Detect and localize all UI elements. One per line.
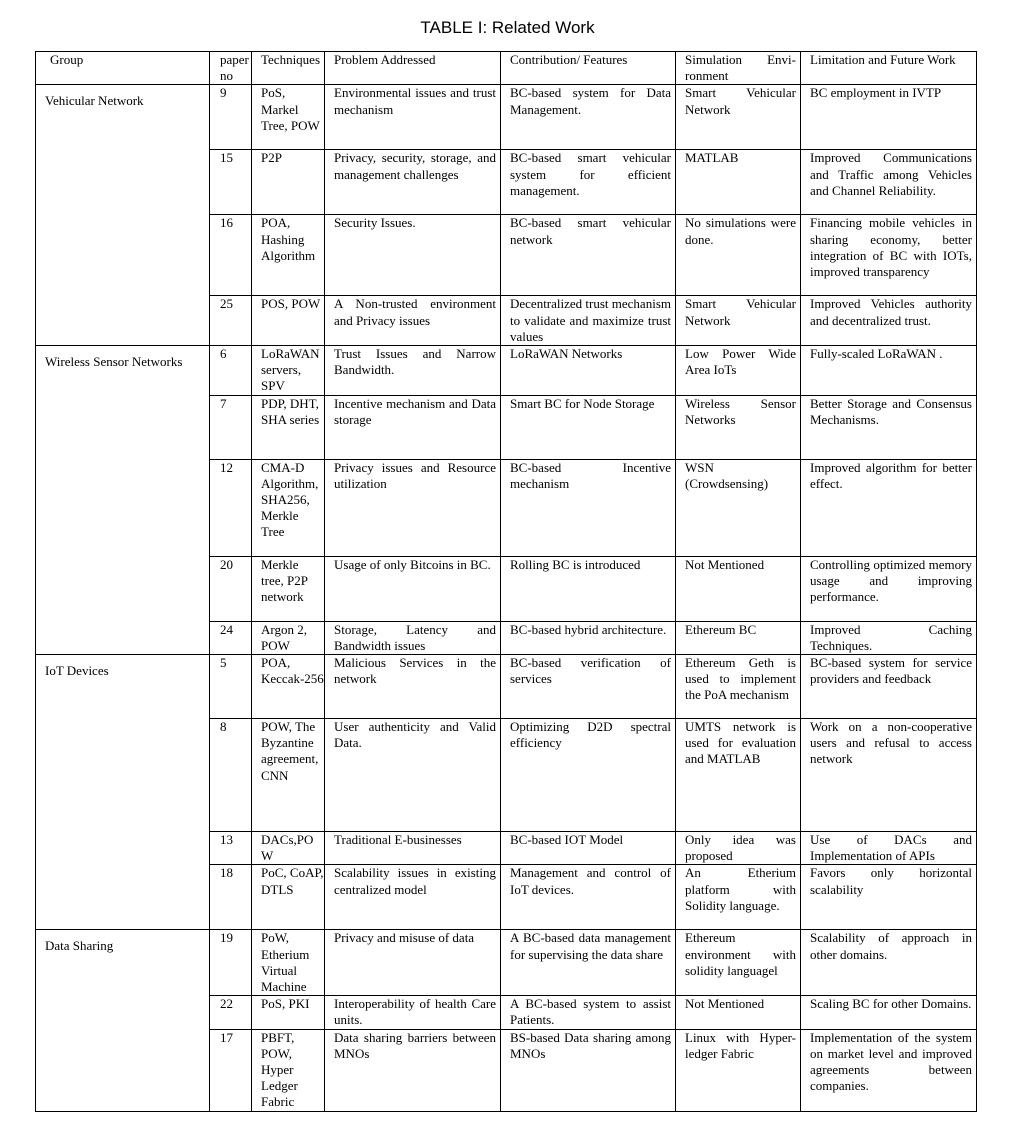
techniques-cell: PoW, Etherium Virtual Machine <box>252 930 325 996</box>
contribution-cell: BS-based Data sharing among MNOs <box>501 1029 676 1111</box>
simulation-cell: An Etherium platform with Solidity language. <box>676 865 801 930</box>
contribution-cell: BC-based smart vehicular network <box>501 215 676 296</box>
header-simulation: Simulation Envi- ronment <box>676 52 801 85</box>
problem-cell: Traditional E-businesses <box>325 832 501 865</box>
table-row <box>36 346 977 396</box>
group-name: Wireless Sensor Networks <box>45 354 183 370</box>
techniques-cell: PDP, DHT, SHA series <box>252 395 325 459</box>
techniques-cell: POA, Hashing Algorithm <box>252 215 325 296</box>
problem-cell: Trust Issues and Narrow Bandwidth. <box>325 346 501 396</box>
limitation-cell: Work on a non-cooperative users and refusal to access network <box>801 719 977 832</box>
table-row <box>36 85 977 150</box>
techniques-cell: POA, Keccak-256 <box>252 655 325 719</box>
table-row <box>36 655 977 719</box>
simulation-cell: Smart Vehicular Network <box>676 296 801 346</box>
limitation-cell: Improved Caching Techniques. <box>801 621 977 654</box>
contribution-cell: A BC-based data management for supervising the data share <box>501 930 676 996</box>
simulation-cell: MATLAB <box>676 150 801 215</box>
contribution-cell: LoRaWAN Networks <box>501 346 676 396</box>
simulation-cell: Wireless Sensor Networks <box>676 395 801 459</box>
contribution-cell: BC-based IOT Model <box>501 832 676 865</box>
paper-no-cell: 20 <box>210 556 252 621</box>
simulation-cell: Ethereum environment with solidity languagel <box>676 930 801 996</box>
techniques-cell: LoRaWAN servers, SPV <box>252 346 325 396</box>
problem-cell: Malicious Services in the network <box>325 655 501 719</box>
contribution-cell: BC-based hybrid architecture. <box>501 621 676 654</box>
contribution-cell: Rolling BC is introduced <box>501 556 676 621</box>
header-techniques: Techniques <box>252 52 325 85</box>
simulation-cell: Low Power Wide Area IoTs <box>676 346 801 396</box>
header-problem: Problem Addressed <box>325 52 501 85</box>
table-row <box>36 930 977 996</box>
limitation-cell: Improved algorithm for better effect. <box>801 459 977 556</box>
techniques-cell: Merkle tree, P2P network <box>252 556 325 621</box>
limitation-cell: Implementation of the system on market level and improved agreements between companies. <box>801 1029 977 1111</box>
group-name: Data Sharing <box>45 938 114 954</box>
simulation-cell: Smart Vehicular Network <box>676 85 801 150</box>
problem-cell: Storage, Latency and Bandwidth issues <box>325 621 501 654</box>
limitation-cell: Improved Communications and Traffic among Vehicles and Channel Reliability. <box>801 150 977 215</box>
techniques-cell: POS, POW <box>252 296 325 346</box>
techniques-cell: Argon 2, POW <box>252 621 325 654</box>
header-row <box>36 52 977 85</box>
paper-no-cell: 22 <box>210 996 252 1029</box>
contribution-cell: A BC-based system to assist Patients. <box>501 996 676 1029</box>
group-cell <box>36 346 210 655</box>
paper-no-cell: 16 <box>210 215 252 296</box>
problem-cell: Privacy, security, storage, and management challenges <box>325 150 501 215</box>
paper-no-cell: 5 <box>210 655 252 719</box>
simulation-cell: Not Mentioned <box>676 556 801 621</box>
group-cell <box>36 930 210 1111</box>
limitation-cell: Controlling optimized memory usage and improving performance. <box>801 556 977 621</box>
simulation-cell: Not Mentioned <box>676 996 801 1029</box>
problem-cell: A Non-trusted environment and Privacy issues <box>325 296 501 346</box>
techniques-cell: P2P <box>252 150 325 215</box>
problem-cell: Privacy issues and Resource utilization <box>325 459 501 556</box>
problem-cell: Usage of only Bitcoins in BC. <box>325 556 501 621</box>
simulation-cell: No simulations were done. <box>676 215 801 296</box>
table-caption: TABLE I: Related Work <box>420 18 595 37</box>
paper-no-cell: 8 <box>210 719 252 832</box>
limitation-cell: BC employment in IVTP <box>801 85 977 150</box>
simulation-cell: Ethereum Geth is used to implement the PoA mechanism <box>676 655 801 719</box>
group-cell <box>36 85 210 346</box>
problem-cell: Environmental issues and trust mechanism <box>325 85 501 150</box>
limitation-cell: BC-based system for service providers and feedback <box>801 655 977 719</box>
problem-cell: User authenticity and Valid Data. <box>325 719 501 832</box>
paper-no-cell: 25 <box>210 296 252 346</box>
techniques-cell: PoS, PKI <box>252 996 325 1029</box>
paper-no-cell: 24 <box>210 621 252 654</box>
limitation-cell: Scaling BC for other Domains. <box>801 996 977 1029</box>
techniques-cell: PBFT, POW, Hyper Ledger Fabric <box>252 1029 325 1111</box>
header-group: Group <box>36 52 210 85</box>
limitation-cell: Scalability of approach in other domains. <box>801 930 977 996</box>
paper-no-cell: 7 <box>210 395 252 459</box>
contribution-cell: BC-based Incentive mechanism <box>501 459 676 556</box>
paper-no-cell: 13 <box>210 832 252 865</box>
problem-cell: Privacy and misuse of data <box>325 930 501 996</box>
simulation-cell: WSN (Crowdsensing) <box>676 459 801 556</box>
group-name: Vehicular Network <box>45 93 144 109</box>
techniques-cell: DACs,POW <box>252 832 325 865</box>
simulation-cell: Ethereum BC <box>676 621 801 654</box>
techniques-cell: PoC, CoAP, DTLS <box>252 865 325 930</box>
contribution-cell: Management and control of IoT devices. <box>501 865 676 930</box>
contribution-cell: Smart BC for Node Storage <box>501 395 676 459</box>
techniques-cell: CMA-D Algorithm, SHA256, Merkle Tree <box>252 459 325 556</box>
contribution-cell: Decentralized trust mechanism to validate and maximize trust values <box>501 296 676 346</box>
limitation-cell: Financing mobile vehicles in sharing economy, better integration of BC with IOTs, improved transparency <box>801 215 977 296</box>
header-contribution: Contribution/ Features <box>501 52 676 85</box>
problem-cell: Scalability issues in existing centralized model <box>325 865 501 930</box>
group-name: IoT Devices <box>45 663 109 679</box>
simulation-cell: Linux with Hyper-ledger Fabric <box>676 1029 801 1111</box>
related-work-table <box>35 51 977 1112</box>
limitation-cell: Favors only horizontal scalability <box>801 865 977 930</box>
problem-cell: Incentive mechanism and Data storage <box>325 395 501 459</box>
paper-no-cell: 18 <box>210 865 252 930</box>
problem-cell: Data sharing barriers between MNOs <box>325 1029 501 1111</box>
limitation-cell: Use of DACs and Implementation of APIs <box>801 832 977 865</box>
group-cell <box>36 655 210 930</box>
header-limitation: Limitation and Future Work <box>801 52 977 85</box>
limitation-cell: Better Storage and Consensus Mechanisms. <box>801 395 977 459</box>
paper-no-cell: 17 <box>210 1029 252 1111</box>
techniques-cell: POW, The Byzantine agreement, CNN <box>252 719 325 832</box>
simulation-cell: UMTS network is used for evaluation and MATLAB <box>676 719 801 832</box>
problem-cell: Security Issues. <box>325 215 501 296</box>
contribution-cell: BC-based system for Data Management. <box>501 85 676 150</box>
techniques-cell: PoS, Markel Tree, POW <box>252 85 325 150</box>
limitation-cell: Fully-scaled LoRaWAN . <box>801 346 977 396</box>
problem-cell: Interoperability of health Care units. <box>325 996 501 1029</box>
paper-no-cell: 6 <box>210 346 252 396</box>
header-paper-no: paper no <box>210 52 252 85</box>
simulation-cell: Only idea was proposed <box>676 832 801 865</box>
paper-no-cell: 15 <box>210 150 252 215</box>
paper-no-cell: 9 <box>210 85 252 150</box>
contribution-cell: BC-based smart vehicular system for efficient management. <box>501 150 676 215</box>
contribution-cell: BC-based verification of services <box>501 655 676 719</box>
contribution-cell: Optimizing D2D spectral efficiency <box>501 719 676 832</box>
limitation-cell: Improved Vehicles authority and decentralized trust. <box>801 296 977 346</box>
paper-no-cell: 12 <box>210 459 252 556</box>
paper-no-cell: 19 <box>210 930 252 996</box>
